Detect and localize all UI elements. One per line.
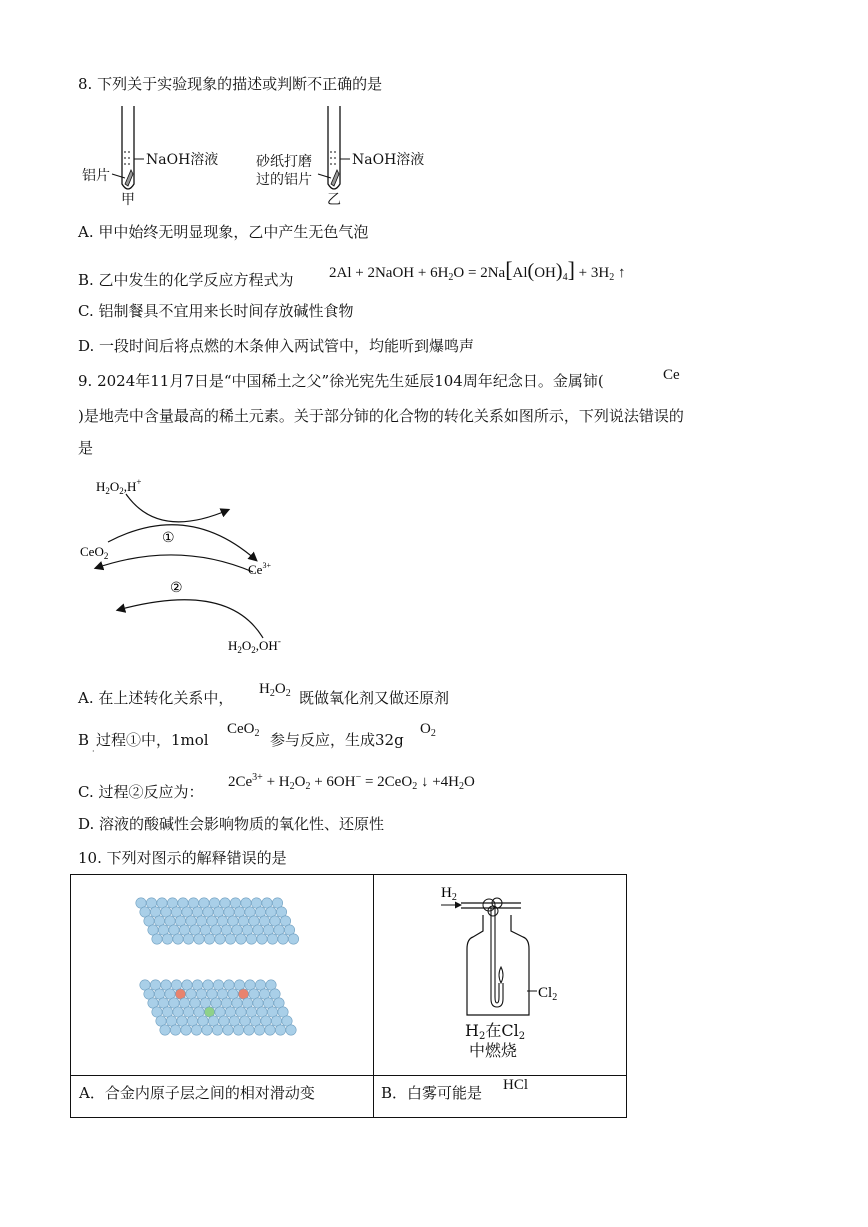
q9-option-b-part2: 参与反应，生成32g xyxy=(270,731,404,749)
q9-option-a-h2o2: $H_2O_2$ xyxy=(259,681,291,699)
q9-option-c-equation: $2Ce^{3+} + H_2O_2 + 6OH^- = 2CeO_2$ ↓ $+4H_2O$ xyxy=(228,772,475,792)
step-1-label: ① xyxy=(162,531,175,546)
tube-yi xyxy=(318,106,350,189)
q9-option-b-label: B xyxy=(78,731,90,749)
alloy-atom xyxy=(265,1025,275,1035)
alloy-atom xyxy=(267,934,277,944)
q9-cerium-cycle-diagram xyxy=(78,470,338,660)
alloy-atom xyxy=(191,1025,201,1035)
alloy-atom xyxy=(194,934,204,944)
alloy-atom xyxy=(233,1025,243,1035)
q8-option-c: C. 铝制餐具不宜用来长时间存放碱性食物 xyxy=(78,302,354,320)
burning-caption: 中燃烧 xyxy=(469,1041,518,1060)
tube2-label-line1: 砂纸打磨 xyxy=(256,154,312,170)
q8-option-b-equation: 2Al + 2NaOH + $6H_2O = 2Na[Al(OH)_4] + 3H_2$ ↑ xyxy=(329,257,626,283)
alloy-atom xyxy=(275,1025,285,1035)
q9-stem-line3: 是 xyxy=(78,439,94,457)
q9-option-b-o2: $O_2$ xyxy=(420,721,436,739)
q8-stem: 8. 下列关于实验现象的描述或判断不正确的是 xyxy=(78,75,383,93)
q10-table xyxy=(70,874,627,1118)
q10-stem: 10. 下列对图示的解释错误的是 xyxy=(78,849,287,867)
step-2-label: ② xyxy=(170,581,183,596)
svg-text:CeO2: CeO$_2$ xyxy=(80,544,109,561)
alloy-atom xyxy=(288,934,298,944)
q8-option-d: D. 一段时间后将点燃的木条伸入两试管中，均能听到爆鸣声 xyxy=(78,337,475,355)
tube1-solution-label: NaOH溶液 xyxy=(146,152,219,168)
q10-cell-b-hcl: HCl xyxy=(503,1077,529,1093)
alloy-atom xyxy=(152,934,162,944)
alloy-atom xyxy=(173,934,183,944)
svg-text:Ce3+: $Ce^{3+}$ xyxy=(248,561,271,577)
h2-in-cl2-caption: $H_2$在$Cl_2$ xyxy=(465,1021,526,1042)
svg-text:H2: $H_2$ xyxy=(441,885,457,903)
alloy-atom xyxy=(162,934,172,944)
q9-stem-line1: 9. 2024年11月7日是“中国稀土之父”徐光宪先生延辰104周年纪念日。金属铈( xyxy=(78,372,604,390)
q8-option-b: B. 乙中发生的化学反应方程式为 xyxy=(78,271,294,289)
alloy-atom xyxy=(223,1025,233,1035)
q9-option-b-ceo2: CeO$_2$ xyxy=(227,721,260,739)
alloy-atom xyxy=(236,934,246,944)
q9-option-a-part1: A. 在上述转化关系中， xyxy=(78,689,234,707)
alloy-atom xyxy=(225,934,235,944)
alloy-atom xyxy=(160,1025,170,1035)
tube-jia xyxy=(112,106,144,189)
alloy-atom xyxy=(181,1025,191,1035)
svg-text:H2O2,H+: $H_2O_2,H^+$ xyxy=(96,477,142,496)
q9-option-b-dot: · xyxy=(92,747,95,756)
q8-option-a: A. 甲中始终无明显现象，乙中产生无色气泡 xyxy=(78,223,369,241)
alloy-atom xyxy=(215,934,225,944)
alloy-atom xyxy=(257,934,267,944)
q9-ce-symbol: Ce xyxy=(663,367,680,383)
tube2-solution-label: NaOH溶液 xyxy=(352,152,425,168)
q9-option-a-part2: 既做氧化剂又做还原剂 xyxy=(299,689,450,707)
q9-option-d: D. 溶液的酸碱性会影响物质的氧化性、还原性 xyxy=(78,815,385,833)
alloy-atom xyxy=(286,1025,296,1035)
q10-cell-a-text: A．合金内原子层之间的相对滑动变 xyxy=(79,1084,315,1102)
svg-text:H2O2,OH-: $H_2O_2,OH^-$ xyxy=(228,636,281,655)
alloy-atom xyxy=(183,934,193,944)
alloy-atom xyxy=(204,934,214,944)
cl2-label: $Cl_2$ xyxy=(538,985,558,1003)
tube1-aluminum-label: 铝片 xyxy=(82,168,110,184)
h2-burning-in-cl2-apparatus xyxy=(431,879,571,1029)
alloy-atom xyxy=(212,1025,222,1035)
tube2-caption: 乙 xyxy=(327,192,341,208)
alloy-atom-layers-figure xyxy=(131,895,321,1045)
q9-option-c-label: C. 过程②反应为： xyxy=(78,783,204,801)
alloy-atom xyxy=(244,1025,254,1035)
q9-stem-line2: )是地壳中含量最高的稀土元素。关于部分铈的化合物的转化关系如图所示，下列说法错误的 xyxy=(78,407,684,425)
alloy-atom xyxy=(202,1025,212,1035)
alloy-atom xyxy=(246,934,256,944)
q9-option-b-part1: 过程①中，1mol xyxy=(96,731,209,749)
tube1-caption: 甲 xyxy=(121,192,135,208)
alloy-atom xyxy=(170,1025,180,1035)
alloy-atom xyxy=(278,934,288,944)
q10-cell-b-text: B．白雾可能是 xyxy=(381,1084,483,1102)
alloy-atom xyxy=(254,1025,264,1035)
tube2-label-line2: 过的铝片 xyxy=(256,172,312,188)
